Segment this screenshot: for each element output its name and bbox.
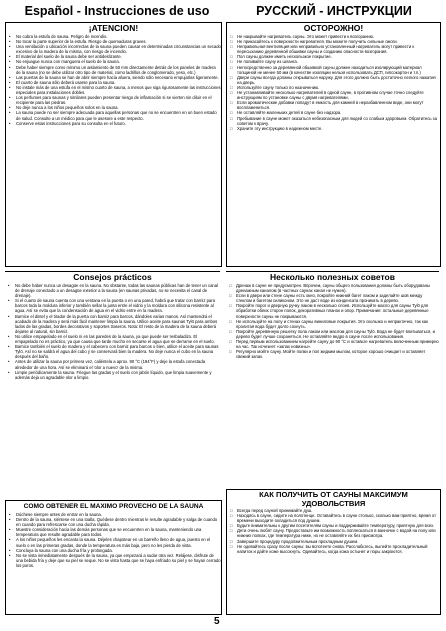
list-item: • Muestre consideración hacia las demás personas que se encuentren en la sauna, manteniendo una temperatura que resulte agradable para todos. (9, 527, 221, 537)
list-item: □ Не прикасайтесь к поверхности нагревателя. Вы можете получить сильные ожоги. (230, 39, 440, 44)
list-item: □ Пол сауны должен иметь нескользкое покрытие. (230, 54, 440, 59)
list-item: • No cubra la estufa de sauna. Peligro de incendio. (9, 34, 221, 39)
list-item: • La sauna puede no ser siempre adecuada para aquellas personas que no se encuentren en un buen estado de salud. Consulte a un médico para que le asesore a este respecto. (9, 110, 221, 120)
ru-sovety-section (226, 271, 439, 487)
list-item: □ Всегда перед сауной принимайте душ. (230, 508, 440, 513)
list-item: □ Неправильная вентиляция или неправильно установленный нагреватель могут привести к пересыханию деревянной обшивки сауны и созданию опасности возгорания. (230, 44, 440, 54)
list-item: □ Используйте сауну только по назначению. (230, 85, 440, 90)
list-item: • No debe haber nunca un desagüe en la sauna. No obstante, todas las saunas públicas han de tener un canal de drenaje conectado a un desagüe exterior a la sauna (en saunas privadas, no se necesita el canal de drenaje). (8, 283, 220, 298)
list-item: □ Если ароматические добавки попадут в емкость для камней в неразбавленном виде, они могут воспламениться. (230, 100, 440, 110)
list-item: □ Не одевайтесь сразу после сауны: вы вспотеете снова. Расслабьтесь, выпейте прохладительный напиток и дайте коже высохнуть. Одевайтесь, когда кожа остынет и поры закроются. (230, 544, 440, 554)
list-item: • No se vista inmediatamente después de la sauna, ya que empezará a sudar otra vez. Relájese, disfrute de una bebida fría y deje que su piel se seque. No se vista hasta que se haya enfriado su piel y se hayan cerrado los poros. (9, 553, 221, 568)
list-item: □ Не оставляйте маленьких детей в сауне без надзора. (230, 110, 440, 115)
list-item: • Los perfumes para saunas y similares pueden presentar riesgo de inflamación si se vierten sin diluir en el recipiente para las piedras. (9, 95, 221, 105)
list-item: □ Если в двери или стене сауны есть окно, покройте нижний багет лаком и заделайте шов между стеклом и багетом силиконом. Это не даст воде из конденсата проникать в дерево. (229, 293, 439, 303)
es-maximo-box (5, 500, 222, 615)
list-item: • No deje nunca a los niños pequeños solos en la sauna. (9, 105, 221, 110)
header-es: Español - Instrucciones de uso (24, 4, 210, 18)
list-item: □ Не устанавливайте несколько нагревателей в одной сауне, в противном случае точно следуйте инструкциям по установке сауны с двумя нагревателями. (230, 90, 440, 100)
list-item: □ Перед первым использованием нагрейте сауну до 90 °C и оставьте нагреватель включенным примерно на час. Так исчезнет «запах новизны». (229, 339, 439, 349)
page-number: 5 (214, 616, 220, 627)
ru-ostorozhno-title: ОСТОРОЖНО! (303, 23, 364, 33)
ru-sovety-title: Несколько полезных советов (270, 272, 395, 282)
es-maximo-title: COMO OBTENER EL MAXIMO PROVECHO DE LA SAUNA (23, 503, 204, 510)
list-item: • Barnice el dintel y el tirador de la puerta con barniz para barcos, dándoles varias manos. Así mantendrá el acabado de la madera y será más fácil mantener limpia la sauna. Utilice aceite para saunas Tylö para ambos lados de las gradas, bordes decorativos y soportes traseros. Nota: El resto de la madera de la sauna deberá dejarse al natural, sin barniz. (8, 314, 220, 334)
list-item: □ Не поливайте сауну из шланга. (230, 59, 440, 64)
list-item: □ Дети очень любят сауну. Предоставьте им возможность поплескаться в ванночке с водой на полу или нижних полках, где температура ниже, но не оставляйте их без присмотра. (230, 528, 440, 538)
ru-maksimum-list (227, 508, 440, 554)
list-item: • Concluya la sauna con una ducha fría y prolongada. (9, 548, 221, 553)
ru-ostorozhno-list (227, 34, 440, 131)
list-item: □ Непосредственно за деревянной обшивкой сауны должен находиться изолирующий материал толщиной не менее 50 мм (в качестве изоляции нельзя использовать ДСП, гипсокартон и т.п.) (230, 65, 440, 75)
list-item: • Limpie periódicamente la sauna. Friegue las gradas y el suelo con jabón líquido, que limpia suavemente y además deja un agradable olor a limpio. (8, 370, 220, 380)
ru-sovety-list (226, 283, 439, 359)
ru-maksimum-title: КАК ПОЛУЧИТЬ ОТ САУНЫ МАКСИМУМ УДОВОЛЬСТВИЯ (259, 490, 408, 508)
es-consejos-section (5, 271, 220, 497)
list-item: • Dúchese siempre antes de entrar en la sauna. (9, 512, 221, 517)
list-item: • Antes de utilizar la sauna por primera vez, caliéntela a aprox. 90 °C (194°F) y deje la estufa conectada alrededor de una hora. Así se eliminará el 'olor a nuevo' de la misma. (8, 359, 220, 369)
list-item: □ Будьте внимательны к другим посетителям сауны и поддерживайте температуру, приятную для всех. (230, 523, 440, 528)
header-ru: РУССКИЙ - ИНСТРУКЦИИ (256, 4, 412, 18)
list-item: • Barnice también el suelo de madera y el cabecero con barniz para barcos o bien, utilice el aceite para saunas Tylö. Así no se saldrá el agua del cubo y se conservará bien la madera. No deje nunca el cubo en la sauna después del baño. (8, 344, 220, 359)
list-item: • Debe haber siempre como mínimo un aislamiento de 50 mm directamente detrás de los paneles de madera de la sauna (no se debe utilizar otro tipo de material, como ladrillos de conglomerado, yeso, etc.) (9, 65, 221, 75)
list-item: • A los niños pequeños les encanta la sauna. Déjeles chapotear en un barreño lleno de agua, puesto en el suelo o en las primeras gradas, donde la temperatura es más baja, pero no les pierda de vista. (9, 537, 221, 547)
list-item: □ Двери сауны всегда должны открываться наружу. Для этого должно быть достаточно легкого нажатия на дверь. (230, 75, 440, 85)
ru-maksimum-box (226, 489, 441, 615)
es-consejos-title: Consejos prácticos (73, 272, 152, 282)
list-item: • El cuarto de sauna sólo deberá usarse para la sauna. (9, 80, 221, 85)
list-item: • Si el cuarto de sauna cuenta con una ventana en la puerta o en una pared, habrá que tratar con barniz para barcos toda la moldura inferior y también sellar la junta entre el vidrio y la moldura con silicona resistente al agua. Así se evita que la condensación de agua en el vidrio entre en la madera. (8, 298, 220, 313)
list-item: □ Дренаж в сауне не предусмотрен. Впрочем, сауны общего пользования должны быть оборудованы дренажным каналом (в частных саунах канал не нужен). (229, 283, 439, 293)
list-item: □ Пребывание в сауне может оказаться небезопасным для людей со слабым здоровьем. Обратитесь за советом к врачу. (230, 116, 440, 126)
list-item: • No instale más de una estufa en el mismo cuarto de sauna, a menos que siga rigurosamente las instrucciones especiales para instalaciones dobles. (9, 85, 221, 95)
list-item: • No tocar la parte superior de la estufa. Riesgo de quemaduras graves. (9, 39, 221, 44)
list-item: • Conserve estas instrucciones para su consulta en el futuro. (9, 121, 221, 126)
es-atencion-list (6, 34, 221, 126)
es-atencion-title: ¡ATENCION! (88, 23, 139, 33)
list-item: □ Находясь в сауне, сидите на полотенце. Оставайтесь в сауне столько, сколько вам приятно, время от времени выходите охладиться под душем. (230, 513, 440, 523)
list-item: • El material del suelo de la sauna debe ser antideslizante. (9, 54, 221, 59)
list-item: □ Не накрывайте нагреватель сауны. Это может привести к возгоранию. (230, 34, 440, 39)
list-item: □ Регулярно мойте сауну. Мойте полки и пол жидким мылом, которое хорошо очищает и оставляет свежий запах. (229, 349, 439, 359)
list-item: • No utilice empapelado en el suelo ni en las paredes de la sauna, ya que puede ser resbaladizo. El empapelado no es práctico, ya que causa que tarde mucho en secarse el agua que se derrame en el suelo. (8, 334, 220, 344)
es-maximo-list (6, 512, 221, 568)
list-item: □ Не используйте на полу и стенах сауны виниловые покрытия. Это скользко и непрактично, так как пролитая вода будет долго сохнуть. (229, 319, 439, 329)
list-item: • Dentro de la sauna, siéntese en una toalla. Quédese dentro mientras le resulte agradable y salga de cuando en cuando para refrescarse con una ducha rápida. (9, 517, 221, 527)
list-item: • Las puertas de la sauna se han de abrir siempre hacia afuera, siendo sólo necesario empujarlas ligeramente. (9, 75, 221, 80)
list-item: • No enjuague nunca con manguera el suelo de la sauna. (9, 59, 221, 64)
list-item: • Una ventilación o ubicación incorrectas de la sauna pueden causar en determinadas circunstancias un secado excesivo de la madera de la misma, con riesgo de incendio. (9, 44, 221, 54)
es-consejos-list (5, 283, 220, 380)
es-atencion-box (5, 22, 222, 267)
list-item: □ Покройте порог и дверную ручку лаком в несколько слоев. Используйте масло для сауны Tylö для обработки обеих сторон полок, декоративных планок и опор. Примечание: остальные деревянные поверхности сауны не покрываются. (229, 303, 439, 318)
list-item: □ Завершите процедуру продолжительным прохладным душем. (230, 539, 440, 544)
list-item: □ Покройте деревянную решетку пола лаком или маслом для сауны Tylö. Вода не будет впитываться, и дерево будет лучше сохраняться. Не оставляйте ведро в сауне после использования. (229, 329, 439, 339)
list-item: □ Храните эту инструкцию в надежном месте. (230, 126, 440, 131)
ru-ostorozhno-box (226, 22, 441, 267)
